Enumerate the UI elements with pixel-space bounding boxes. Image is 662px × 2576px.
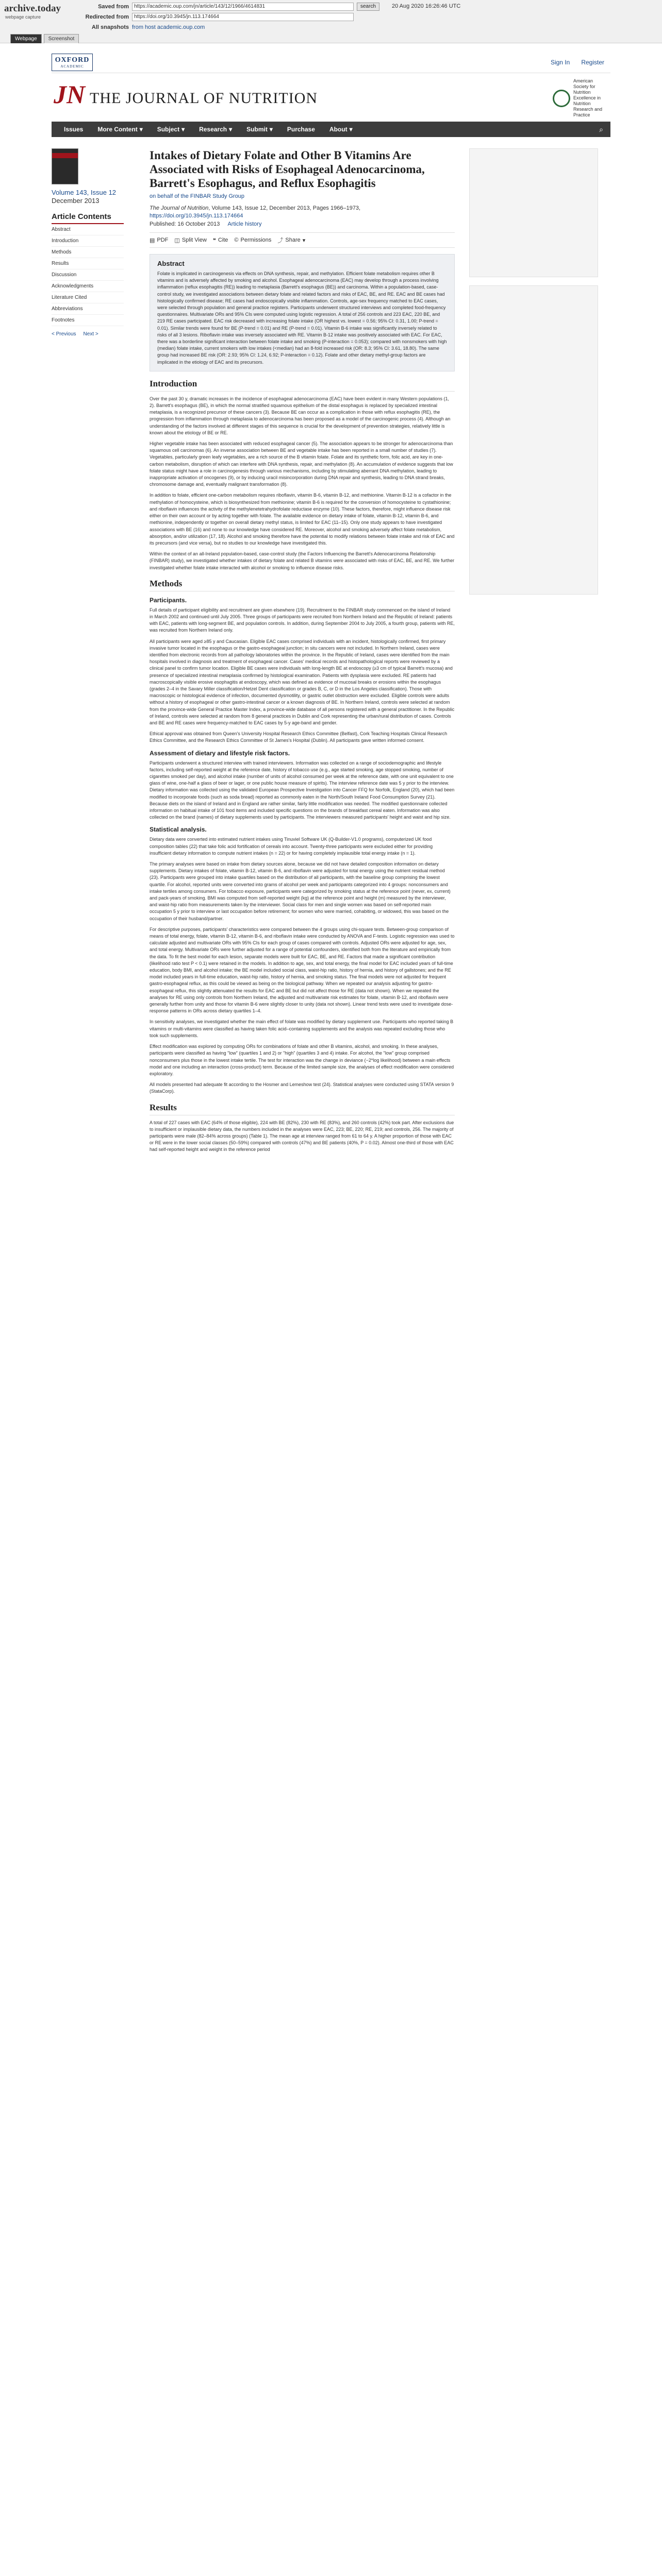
logo-line-1: OXFORD (55, 56, 90, 64)
all-snapshots-link[interactable]: from host academic.oup.com (132, 24, 205, 30)
nav-research[interactable] (192, 126, 239, 133)
paragraph: Within the context of an all-Ireland population-based, case-control study (the Factors Influencing the Barrett's Adenocarcinoma Relationship (FINBAR) study), we investigated whether intakes of dietary folate and related B vitamins were associated with risks of EAC, BE, and RE. We further investigated whether folate intake interacted with alcohol or smoking to influence disease risks. (150, 551, 455, 570)
saved-from-row (81, 2, 379, 11)
abstract-heading: Abstract (157, 260, 185, 267)
previous-article-link[interactable]: < Previous (52, 331, 76, 337)
paragraph: Ethical approval was obtained from Queen's University Hospital Research Ethics Committee (Belfast), Cork Teaching Hospitals Clinical Research Ethics Committee, and the Research Ethics Committee of St James's Hospital (Dublin). All participants gave written informed consent. (150, 731, 448, 743)
cite-label: Cite (218, 237, 228, 243)
paragraph: Full details of participant eligibility and recruitment are given elsewhere (19). Recruitment to the FINBAR study commenced on the island of Ireland in March 2002 and continued until July 2005. Three groups of participants were recruited from Northern Ireland and the Republic of Ireland: patients with EAC, patients with long-segment BE, and population controls. In addition, during September 2004 to July 2005, a fourth group, patients with RE, was recruited from Northern Ireland only. (150, 607, 455, 633)
main-nav (52, 122, 610, 137)
methods-section (150, 579, 455, 1095)
doi-link[interactable]: https://doi.org/10.3945/jn.113.174664 (150, 213, 243, 219)
pdf-button[interactable] (150, 236, 168, 244)
toc-item-introduction[interactable]: Introduction (52, 235, 124, 247)
article-pagination (52, 331, 134, 337)
left-sidebar (52, 148, 134, 337)
paragraph: Dietary data were converted into estimated nutrient intakes using Tinuviel Software UK (Q-Builder-V1.0 programs), computerized UK food composition tables (22) that take folic acid fortification of cereals into account. Twenty-three participants were excluded either for providing insufficient dietary information to compute nutrient intakes (n = 22) or for having completely implausible total energy intake (n = 1). (150, 837, 433, 856)
issue-info[interactable] (52, 189, 134, 205)
methods-heading: Methods (150, 579, 455, 591)
advertisement-slot (469, 148, 598, 277)
oxford-academic-logo[interactable] (52, 54, 93, 71)
redirected-row (81, 12, 354, 22)
results-heading: Results (150, 1103, 455, 1115)
logo-line-2: ACADEMIC (60, 64, 84, 69)
oup-header (52, 54, 610, 73)
abstract-section (150, 254, 455, 371)
article-title: Intakes of Dietary Folate and Other B Vitamins Are Associated with Risks of Esophageal Adenocarcinoma, Barrett's Esophagus, and Reflux Esophagitis (150, 149, 425, 190)
nav-more-content[interactable] (90, 126, 150, 133)
toc-item-discussion[interactable]: Discussion (52, 269, 124, 281)
cite-button[interactable] (213, 236, 228, 244)
assessment-heading: Assessment of dietary and lifestyle risk factors. (150, 749, 290, 757)
results-section (150, 1103, 455, 1154)
chevron-down-icon: ▾ (229, 126, 233, 133)
nav-submit[interactable] (239, 126, 280, 133)
capture-timestamp: 20 Aug 2020 16:26:46 UTC (392, 3, 461, 9)
quote-icon: ❝ (212, 237, 216, 244)
paragraph: All participants were aged ≥85 y and Caucasian. Eligible EAC cases comprised individuals with an incident, histologically confirmed, first primary invasive tumor located in the esophagus or the gastro-esophageal junction; in situ cancers were not included. In Northern Ireland, cases were identified from electronic records from all pathology laboratories within the province. In the Republic of Ireland, cases were identified from the main hospitals involved in diagnosis and treatment of esophageal cancer. Cases' medical records and histopathological reports were reviewed by a clinical panel to confirm tumor location. Eligible BE cases were individuals with long-length BE at endoscopy (≥3 cm of typical Barrett's mucosa) and presence of specialized intestinal metaplasia confirmed by histological examination. Patients with dysplasia were excluded. RE patients had macroscopically visible erosive esophagitis at endoscopy, which was defined as evidence of mucosal breaks or erosions within the esophagus (grades 2–4 in the Savary Miller classification/Hetzel Dent classification or grades B, C, or D in the Los Angeles classification). Those with macroscopic or histological evidence of infection, documented dysmotility, or gastric outlet obstruction were excluded. Eligible controls were adults without a history of esophageal or other gastro-intestinal cancer or a known diagnosis of BE. In Northern Ireland, controls were selected at random from the province-wide General Practice Master Index, a province-wide database of all persons registered with a general practitioner. In the Republic of Ireland, controls were selected at random from 8 general practices in Dublin and Cork representing the urban/rural distribution of cases. Controls and BE and RE cases were frequency-matched to EAC cases by 5-y age-band and gender. (150, 638, 455, 725)
participants-heading: Participants. (150, 596, 187, 604)
article-tools (150, 232, 455, 248)
toc-item-methods[interactable]: Methods (52, 247, 124, 258)
nav-issues[interactable] (57, 126, 90, 133)
search-button[interactable]: search (357, 3, 379, 11)
archive-toolbar (0, 0, 662, 43)
right-column (469, 148, 598, 603)
paragraph: All models presented had adequate fit according to the Hosmer and Lemeshow test (24). Statistical analyses were conducted using STATA version 9 (StataCorp). (150, 1082, 454, 1094)
all-snapshots-row (81, 23, 205, 32)
citation-line (150, 205, 455, 220)
pdf-icon: ▤ (150, 237, 155, 244)
nav-about[interactable] (322, 126, 360, 133)
nav-about-label: About (329, 126, 347, 133)
issue-volume: Volume 143, Issue 12 (52, 189, 117, 196)
toc-item-acknowledgments[interactable]: Acknowledgments (52, 281, 124, 292)
article-history-link[interactable]: Article history (227, 221, 262, 227)
article-body (150, 148, 455, 1158)
search-icon[interactable]: ⌕ (599, 125, 603, 133)
asn-emblem-icon (553, 90, 570, 107)
toc-item-results[interactable]: Results (52, 258, 124, 269)
share-button[interactable] (277, 236, 305, 244)
permissions-button[interactable] (234, 236, 271, 244)
paragraph: In sensitivity analyses, we investigated whether the main effect of folate was modified by dietary supplement use. Participants who reported taking B vitamins or multi-vitamins were classified as having taken folic acid–containing supplements and the analysis was repeated excluding those who took such supplements. (150, 1019, 454, 1038)
paragraph: Effect modification was explored by computing ORs for combinations of folate and other B vitamins, alcohol, and smoking. In these analyses, participants were classified as having "low" (quartiles 1 and 2) or "high" (quartiles 3 and 4) intake. For alcohol, the "low" group comprised nonconsumers plus those in the lowest intake tertile. The test for interaction was the change in deviance (−2*log likelihood) between a main effects model and one including an interaction (cross-product) term. Because of the limited sample size, the analyses of effect modification were considered exploratory. (150, 1044, 454, 1076)
introduction-section (150, 379, 455, 571)
citation-journal: The Journal of Nutrition (150, 205, 209, 211)
all-snapshots-label: All snapshots (91, 24, 129, 30)
nav-purchase-label: Purchase (287, 126, 315, 133)
paragraph: Higher vegetable intake has been associated with reduced esophageal cancer (5). The association appears to be stronger for adenocarcinoma than squamous cell carcinomas (6). An inverse association between BE and vegetable intake has been reported in a small number of studies (7). Vegetables, particularly green leafy vegetables, are a rich source of the B vitamin folate. Folate and its synthetic form, folic acid, are key in one-carbon metabolism, disruption of which can interfere with DNA synthesis, repair, and methylation (8). An accumulation of evidence suggests that low folate status might have a role in carcinogenesis through various mechanisms, including by stimulating aberrant DNA methylation, leading to inappropriate activation of oncogenes (9), or by inducing uracil misincorporation during DNA repair and synthesis, leading to DNA strand breaks, chromosome damage and, eventually malignant transformation (8). (150, 441, 453, 487)
introduction-heading: Introduction (150, 379, 455, 392)
split-view-label: Split View (181, 237, 207, 243)
issue-date: December 2013 (52, 197, 100, 205)
copyright-icon: © (234, 237, 239, 243)
archive-logo-subtitle: webpage capture (5, 14, 41, 20)
toc-item-abstract[interactable]: Abstract (52, 224, 124, 235)
account-links (551, 59, 604, 66)
society-logo[interactable] (553, 78, 606, 118)
chevron-down-icon: ▾ (302, 237, 306, 244)
journal-title[interactable]: THE JOURNAL OF NUTRITION (90, 90, 318, 107)
paragraph: In addition to folate, efficient one-carbon metabolism requires riboflavin, vitamin B-6, vitamin B-12, and methionine. Vitamin B-12 is a cofactor in the methylation of homocysteine, which is biosynthesized from methionine; vitamin B-6 is required for the conversion of homocysteine to cystathionine; and riboflavin influences the activity of the methylenetetrahydrofolate reductase enzyme (10). These factors, therefore, might influence disease risk either on their own account or by acting together with folate. The available evidence on dietary intake of folate, vitamin B-12, vitamin B-6, and methionine, independently or together on overall dietary methyl status, is limited for EAC (11–15). Only one study appears to have investigated associations with BE (16) and none to our knowledge have considered RE. Moreover, alcohol and smoking adversely affect folate metabolism, absorption, and/or utilization (17, 18). Alcohol and smoking therefore have the potential to modify relations between folate intake and risk of EAC and its precursors (and vice versa), but no studies to our knowledge have investigated this. (150, 493, 455, 546)
tab-screenshot[interactable]: Screenshot (44, 34, 79, 43)
saved-from-label: Saved from (98, 4, 129, 10)
chevron-down-icon: ▾ (349, 126, 353, 133)
publication-info (150, 221, 455, 227)
nav-subject[interactable] (150, 126, 192, 133)
redirected-url[interactable]: https://doi.org/10.3945/jn.113.174664 (132, 13, 354, 21)
chevron-down-icon: ▾ (181, 126, 185, 133)
saved-from-url[interactable]: https://academic.oup.com/jn/article/143/12/1966/4614831 (132, 3, 354, 11)
split-view-button[interactable] (174, 236, 207, 244)
tab-webpage[interactable]: Webpage (10, 34, 42, 43)
split-view-icon: ◫ (174, 237, 180, 244)
paragraph: A total of 227 cases with EAC (64% of those eligible), 224 with BE (82%), 230 with RE (83%), and 260 controls (42%) took part. After exclusions due to insufficient or implausible dietary data, the numbers included in the analyses were EAC, 223; BE, 220; RE, 219; and controls, 256. The majority of participants were male (82–84% across groups) (Table 1). The mean age at interview ranged from 61 to 64 y. A higher proportion of those with EAC or RE were in the lower social classes (50–59%) compared with controls (47%) and BE patients (40%, P = 0.02). Almost one-third of those with EAC had self-reported height and weight in the reference period (150, 1120, 454, 1153)
nav-submit-label: Submit (246, 126, 268, 133)
paragraph: For descriptive purposes, participants' characteristics were compared between the 4 groups using chi-square tests. Between-group comparison of means of total energy, folate, vitamin B-12, vitamin B-6, and riboflavin intake were conducted by ANOVA and F-tests. Logistic regression was used to calculate adjusted and multivariate ORs with 95% CIs for each group of cases compared with controls. Adjusted ORs were adjusted for age, sex, and total energy. Multivariate ORs were further adjusted for a range of potential confounders, identified both from the literature and empirically from the data. To fit the best model for each lesion, separate models were built for EAC, BE, and RE. Factors that made a significant contribution (likelihood ratio test P < 0.1) were retained in the models. In addition to age, sex, and total energy, the final model for EAC included years of full-time education, body BMI, and alcohol intake; the BE model included social class, waist-hip ratio, history of hernia, and history of gallstones; and the RE model included years in full-time education, waist-hip ratio, history of hernia, and smoking status. The final models were not adjusted for frequent gastro-esophageal reflux, as this could be viewed as being on the biological pathway. When we repeated our analysis adjusting for gastro-esophageal reflux, this slightly attenuated the results for EAC and BE but did not affect those for RE (data not shown). When we repeated the analyses for RE using only controls from Northern Ireland, the adjusted and multivariate risk estimates for folate, vitamin B-12, and riboflavin were generally further from unity and those for vitamin B-6 were slightly closer to unity (data not shown). Linear trend tests were used to investigate dose-response patterns in ORs across dietary quartiles 1–4. (150, 926, 455, 1014)
archive-logo[interactable]: archive.today (4, 3, 61, 14)
statistical-analysis-heading: Statistical analysis. (150, 826, 207, 834)
redirected-label: Redirected from (85, 14, 129, 20)
nav-issues-label: Issues (64, 126, 84, 133)
share-icon: ⤴ (277, 238, 284, 244)
pdf-label: PDF (157, 237, 169, 243)
cover-band (52, 153, 78, 158)
advertisement-slot (469, 285, 598, 595)
nav-research-label: Research (199, 126, 227, 133)
archive-view-tabs (10, 34, 79, 43)
share-label: Share (285, 237, 301, 243)
paragraph: Over the past 30 y, dramatic increases in the incidence of esophageal adenocarcinoma (EAC) have been evident in many Western populations (1, 2). Barrett's esophagus (BE), in which the normal stratified squamous epithelium of the distal esophagus is replaced by specialized intestinal metaplasia, is a recognized precursor of these cancers (3). Because BE can occur as a complication in those with reflux esophagitis (RE), the progression from inflammation through metaplasia to adenocarcinoma has been proposed as a model of the carcinogenic process (4). Although an understanding of the factors involved at different stages of this sequence is crucial for the development of prevention strategies, relatively little is known about the etiology of BE or RE. (150, 396, 451, 435)
next-article-link[interactable]: Next > (83, 331, 98, 337)
permissions-label: Permissions (240, 237, 272, 243)
chevron-down-icon: ▾ (139, 126, 143, 133)
journal-banner (52, 73, 610, 121)
register-link[interactable]: Register (581, 59, 604, 66)
nav-purchase[interactable] (280, 126, 322, 133)
sign-in-link[interactable]: Sign In (550, 59, 570, 66)
abstract-text: Folate is implicated in carcinogenesis via effects on DNA synthesis, repair, and methylation. Efficient folate metabolism requires other B vitamins and is adversely affected by smoking and alcohol. Esophageal adenocarcinoma (EAC) may develop through a process involving inflammation (reflux esophagitis (RE)) leading to metaplasia (Barrett's esophagus (BE)) and carcinoma. Within a population-based, case-control study, we investigated associations between dietary folate and related factors and risks of EAC, BE, and RE. EAC and BE cases had histologically confirmed disease; RE cases had endoscopically visible inflammation. Controls, age-sex frequency matched to EAC cases, were selected through population and general practice registers. Participants underwent structured interviews and completed food-frequency questionnaires. Multivariate ORs and 95% CIs were computed using logistic regression. A total of 256 controls and 223 EAC, 220 BE, and 219 RE cases participated. EAC risk decreased with increasing folate intake (OR highest vs. lowest = 0.56; 95% CI: 0.31, 1.00; P-trend = 0.01). Similar trends were found for BE (P-trend = 0.01) and RE (P-trend = 0.01). Vitamin B-6 intake was significantly inversely related to risks of all 3 lesions. Riboflavin intake was inversely associated with RE. Vitamin B-12 intake was positively associated with EAC. For EAC, there was a borderline significant interaction between folate intake and smoking (P-interaction = 0.053); compared with nonsmokers with high (median) folate intake, current smokers with low intakes (<median) had an 8-fold increased risk (OR: 8.3; 95% CI: 3.61, 18.80). The same group had increased BE risk (OR: 2.93; 95% CI: 1.24, 6.92; P-interaction = 0.12). Folate and other dietary methyl-group factors are implicated in the etiology of EAC and its precursors. (157, 271, 447, 365)
jn-logo[interactable]: JN (54, 80, 86, 109)
chevron-down-icon: ▾ (269, 126, 273, 133)
toc-item-footnotes[interactable]: Footnotes (52, 315, 124, 326)
toc-item-literature-cited[interactable]: Literature Cited (52, 292, 124, 303)
paragraph: Participants underwent a structured interview with trained interviewers. Information was collected on a range of sociodemographic and lifestyle factors, including self-reported weight at the reference date, history of tobacco use (e.g., age started smoking, age stopped smoking, number of cigarettes smoked per day), and alcohol intake (number of units of alcohol consumed per week at the reference date, with one unit equivalent to one glass of wine, one-half a glass of beer or lager, or one public house measure of spirits). The interview reference date was 5 y prior to the interview. Dietary information was collected using the validated European Prospective Investigation into Cancer FFQ for Norfolk, England (20), which had been modified to incorporate foods (such as soda bread) reported as commonly eaten in the North/South Ireland Food Consumption Survey (21). Because diets on the island of Ireland and in England are rather similar, fairly little modification was needed. The modified questionnaire collected information on habitual intake of 101 food items and included specific questions on the brands of breakfast cereal eaten. Information was also collected on the brand (names) of dietary supplements used by participants. The interviewers measured participants' height and waist and hip size. (150, 760, 455, 820)
toc-heading: Article Contents (52, 212, 124, 224)
nav-more-content-label: More Content (97, 126, 138, 133)
society-name: American Society for Nutrition Excellence in Nutrition Research and Practice (573, 78, 603, 117)
published-date: Published: 16 October 2013 (150, 221, 220, 227)
citation-volume-pages: , Volume 143, Issue 12, December 2013, Pages 1966–1973, (208, 205, 361, 211)
issue-cover-image[interactable] (52, 148, 78, 184)
toc-item-abbreviations[interactable]: Abbreviations (52, 303, 124, 315)
paragraph: The primary analyses were based on intake from dietary sources alone, because we did not have detailed composition information on dietary supplements. Dietary intakes of folate, vitamin B-12, vitamin B-6, and riboflavin were adjusted for total energy using the nutrient residual method (23). Participants were grouped into intake quartiles based on the distribution of all participants, with the baseline group comprising the lowest quartile. For alcohol, reported units were converted into grams of alcohol per week and participants categorized into 4 groups: nonconsumers and intake tertiles among consumers. For tobacco exposure, participants were categorized by smoking status at the reference point (never, ex, current) and pack-years of smoking. BMI was computed from self-reported weight (kg) at the reference point and height (m) measured by the interviewer, and waist-hip ratio from measurements taken by the interviewer. Social class for men and single women was based on self-reported main occupation 5 y prior to interview or last occupation before retirement; for women who were married, cohabiting, or widowed, this was based on the occupation of their husband/partner. (150, 861, 451, 921)
nav-subject-label: Subject (157, 126, 180, 133)
author-group-link[interactable]: on behalf of the FINBAR Study Group (150, 193, 245, 199)
